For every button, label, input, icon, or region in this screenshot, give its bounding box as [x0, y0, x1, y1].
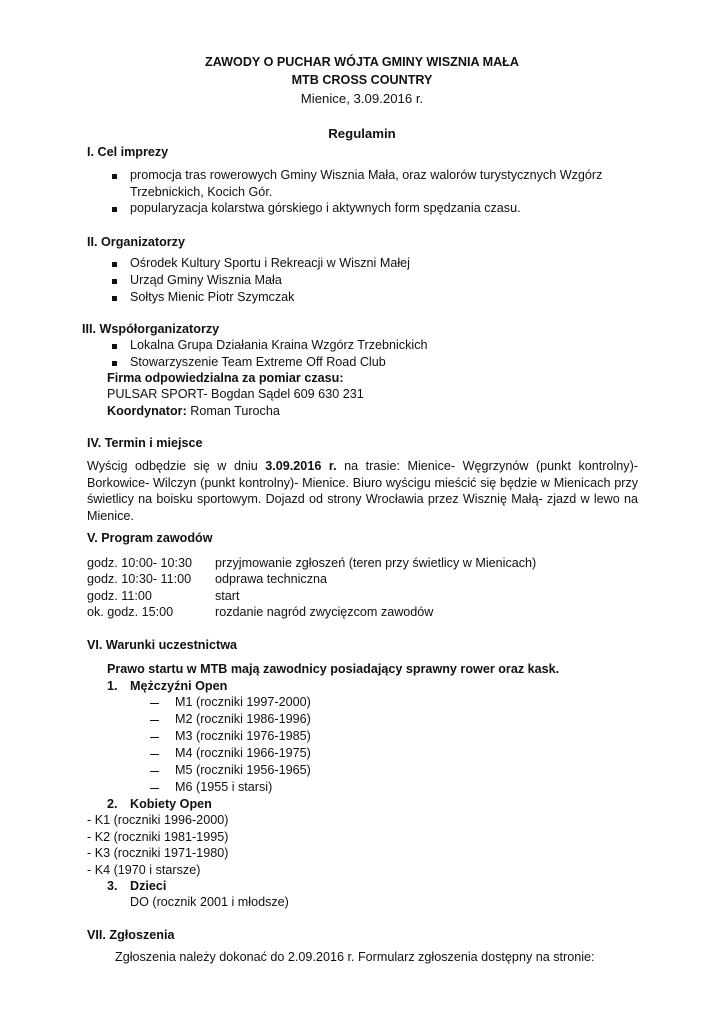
- bullet-icon: [112, 174, 117, 179]
- category-number: 2.: [107, 797, 118, 811]
- warunki-intro: Prawo startu w MTB mają zawodnicy posiadający sprawny rower oraz kask.: [107, 662, 560, 676]
- termin-text-pre: Wyścig odbędzie się w dniu: [87, 459, 266, 473]
- doc-title: ZAWODY O PUCHAR WÓJTA GMINY WISZNIA MAŁA: [205, 55, 519, 69]
- coordinator-line: [107, 404, 280, 418]
- section-heading-warunki: VI. Warunki uczestnictwa: [87, 638, 237, 652]
- list-item: DO (rocznik 2001 i młodsze): [130, 895, 289, 909]
- list-item-continuation: Trzebnickich, Kocich Gór.: [130, 185, 273, 199]
- category-kids-label: Dzieci: [130, 879, 167, 893]
- program-time: ok. godz. 15:00: [87, 605, 174, 619]
- bullet-icon: [112, 279, 117, 284]
- timing-company-label: Firma odpowiedzialna za pomiar czasu:: [107, 371, 344, 385]
- coordinator-value: Roman Turocha: [186, 404, 280, 418]
- list-item: Ośrodek Kultury Sportu i Rekreacji w Wiszni Małej: [130, 256, 410, 270]
- dash-icon: [150, 788, 159, 789]
- category-number: 3.: [107, 879, 118, 893]
- bullet-icon: [112, 344, 117, 349]
- timing-company-value: PULSAR SPORT- Bogdan Sądel 609 630 231: [107, 387, 364, 401]
- dash-icon: [150, 754, 159, 755]
- category-number: 1.: [107, 679, 118, 693]
- section-heading-termin: IV. Termin i miejsce: [87, 436, 203, 450]
- list-item: - K3 (roczniki 1971-1980): [87, 846, 229, 860]
- place-date: Mienice, 3.09.2016 r.: [300, 91, 424, 106]
- section-heading-program: V. Program zawodów: [87, 531, 213, 545]
- bullet-icon: [112, 361, 117, 366]
- list-item: M1 (roczniki 1997-2000): [175, 695, 311, 709]
- list-item: M6 (1955 i starsi): [175, 780, 273, 794]
- program-desc: odprawa techniczna: [215, 572, 328, 586]
- dash-icon: [150, 737, 159, 738]
- program-time: godz. 10:30- 11:00: [87, 572, 192, 586]
- section-heading-wspolorganizatorzy: III. Współorganizatorzy: [82, 322, 220, 336]
- bullet-icon: [112, 296, 117, 301]
- program-time: godz. 11:00: [87, 589, 152, 603]
- list-item: Lokalna Grupa Działania Kraina Wzgórz Trzebnickich: [130, 338, 428, 352]
- program-time: godz. 10:00- 10:30: [87, 556, 193, 570]
- coordinator-label: Koordynator:: [107, 404, 187, 418]
- bullet-icon: [112, 207, 117, 212]
- section-heading-zgloszenia: VII. Zgłoszenia: [87, 928, 175, 942]
- category-women-label: Kobiety Open: [130, 797, 212, 811]
- dash-icon: [150, 771, 159, 772]
- list-item: promocja tras rowerowych Gminy Wisznia Mała, oraz walorów turystycznych Wzgórz: [130, 168, 603, 182]
- dash-icon: [150, 720, 159, 721]
- doc-subtitle: MTB CROSS COUNTRY: [291, 73, 433, 87]
- termin-paragraph: [87, 458, 638, 524]
- list-item: M2 (roczniki 1986-1996): [175, 712, 311, 726]
- zgloszenia-text: Zgłoszenia należy dokonać do 2.09.2016 r. Formularz zgłoszenia dostępny na stronie:: [115, 950, 595, 964]
- list-item: Urząd Gminy Wisznia Mała: [130, 273, 282, 287]
- list-item: - K2 (roczniki 1981-1995): [87, 830, 229, 844]
- list-item: M4 (roczniki 1966-1975): [175, 746, 311, 760]
- list-item: Stowarzyszenie Team Extreme Off Road Club: [130, 355, 386, 369]
- list-item: M3 (roczniki 1976-1985): [175, 729, 311, 743]
- section-heading-organizatorzy: II. Organizatorzy: [87, 235, 185, 249]
- bullet-icon: [112, 262, 117, 267]
- dash-icon: [150, 703, 159, 704]
- list-item: - K1 (roczniki 1996-2000): [87, 813, 229, 827]
- list-item: Sołtys Mienic Piotr Szymczak: [130, 290, 295, 304]
- section-heading-cel: I. Cel imprezy: [87, 145, 169, 159]
- termin-text-post: na trasie: Mienice- Węgrzynów (punkt kontrolny)- Borkowice- Wilczyn (punkt kontrolny)- Mienice. Biuro wyścigu mieścić się będzie w Mienicach przy świetlicy na boisku sportowym. Dojazd od strony Wrocławia przez Wisznię Małą- zjazd w lewo na Mienice.: [87, 459, 638, 523]
- list-item: popularyzacja kolarstwa górskiego i aktywnych form spędzania czasu.: [130, 201, 521, 215]
- program-desc: przyjmowanie zgłoszeń (teren przy świetlicy w Mienicach): [215, 556, 537, 570]
- termin-date: 3.09.2016 r.: [265, 459, 337, 473]
- list-item: M5 (roczniki 1956-1965): [175, 763, 311, 777]
- program-desc: start: [215, 589, 240, 603]
- list-item: - K4 (1970 i starsze): [87, 863, 201, 877]
- category-men-label: Mężczyźni Open: [130, 679, 228, 693]
- regulamin-heading: Regulamin: [328, 126, 396, 141]
- program-desc: rozdanie nagród zwycięzcom zawodów: [215, 605, 434, 619]
